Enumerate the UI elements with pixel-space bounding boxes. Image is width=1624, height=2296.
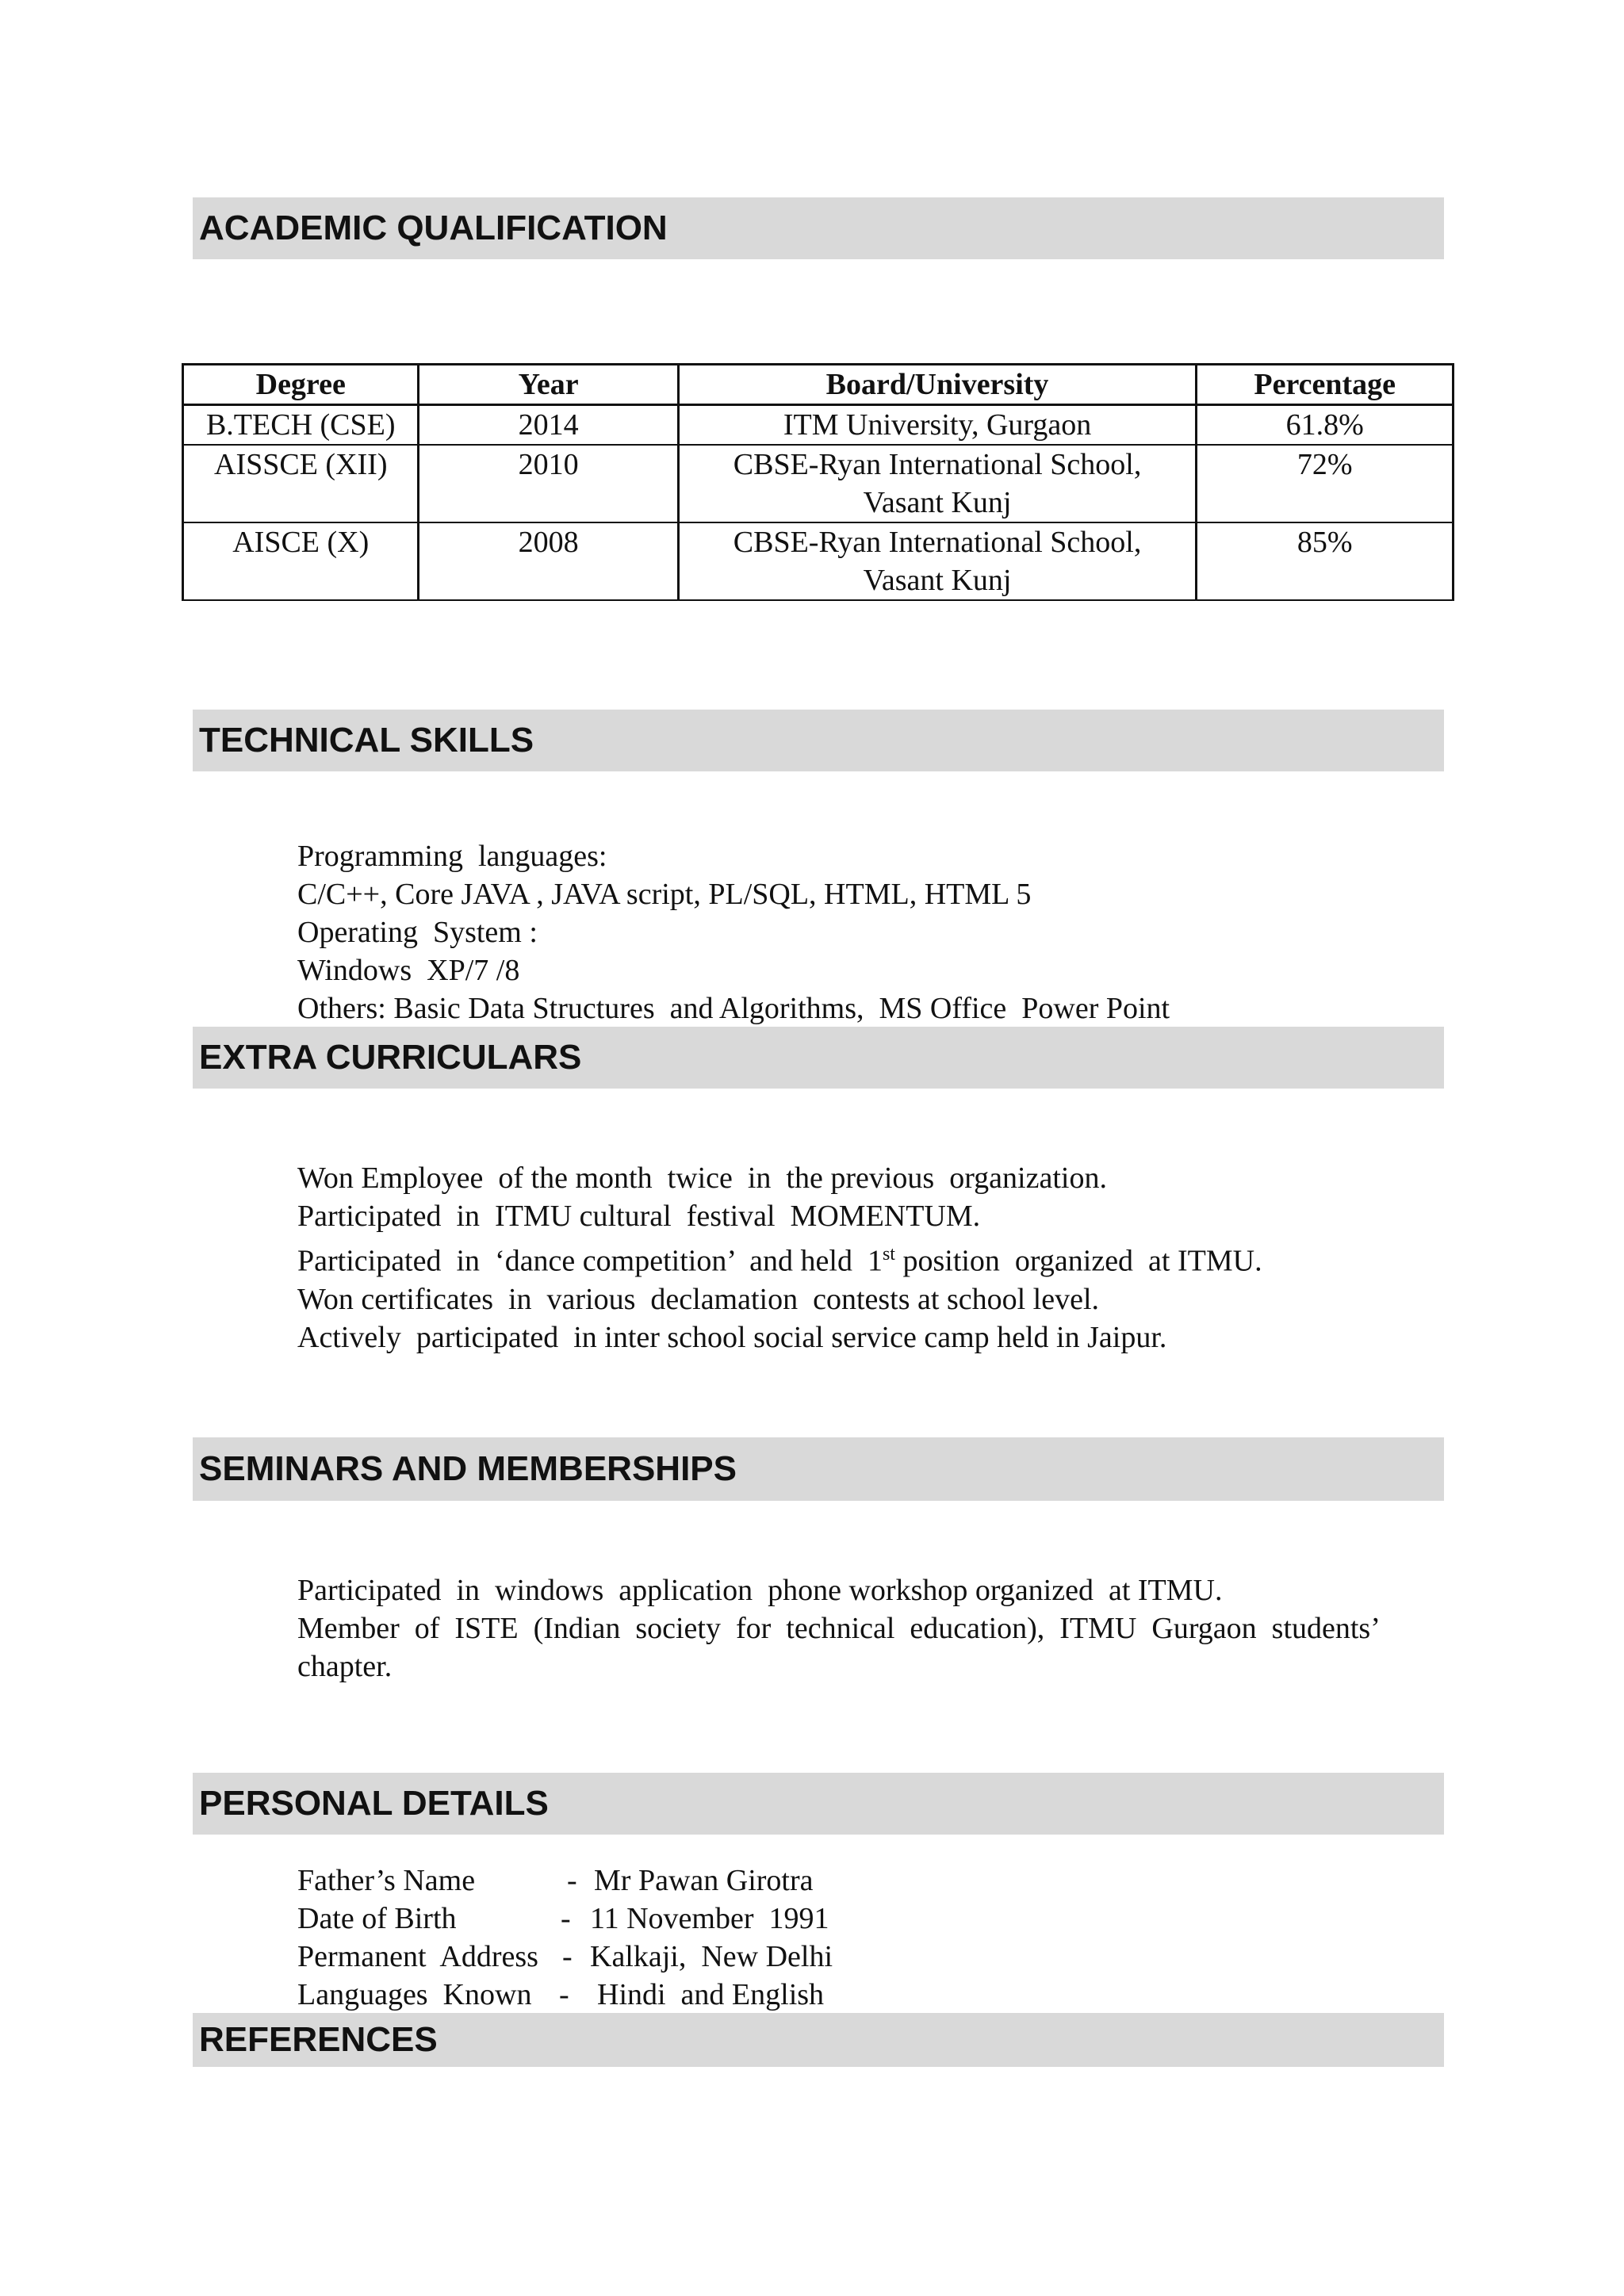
extra-curricular-item: Participated in ITMU cultural festival MOMENTUM. bbox=[297, 1200, 981, 1233]
detail-value: Kalkaji, New Delhi bbox=[590, 1940, 833, 1973]
technical-skills-list bbox=[297, 837, 1170, 1027]
board-cell bbox=[678, 405, 1197, 446]
detail-separator: - bbox=[561, 1902, 571, 1935]
table-row bbox=[183, 522, 1454, 600]
detail-value: 11 November 1991 bbox=[590, 1902, 829, 1935]
extra-curricular-item bbox=[297, 1235, 1262, 1280]
section-heading-technical-skills: TECHNICAL SKILLS bbox=[193, 710, 1444, 771]
year-cell: 2014 bbox=[419, 405, 678, 446]
skills-line: Others: Basic Data Structures and Algorithms, MS Office Power Point bbox=[297, 992, 1170, 1025]
board-line: Vasant Kunj bbox=[863, 486, 1012, 519]
seminar-item: Member of ISTE (Indian society for technical education), ITMU Gurgaon students’ bbox=[297, 1612, 1381, 1645]
skills-line: C/C++, Core JAVA , JAVA script, PL/SQL, HTML, HTML 5 bbox=[297, 878, 1032, 911]
percentage-cell: 72% bbox=[1197, 445, 1454, 522]
seminar-item: chapter. bbox=[297, 1650, 393, 1683]
section-heading-extra-curriculars: EXTRA CURRICULARS bbox=[193, 1027, 1444, 1089]
percentage-cell: 85% bbox=[1197, 522, 1454, 600]
personal-detail-row bbox=[297, 1862, 833, 1900]
extra-curriculars-list bbox=[297, 1159, 1262, 1357]
detail-separator: - bbox=[559, 1978, 569, 2011]
ordinal-suffix: st bbox=[882, 1244, 895, 1265]
detail-value: Mr Pawan Girotra bbox=[594, 1864, 814, 1897]
extra-curricular-item: Actively participated in inter school social service camp held in Jaipur. bbox=[297, 1320, 1167, 1354]
detail-label: Permanent Address bbox=[297, 1940, 538, 1973]
personal-detail-row bbox=[297, 1976, 833, 2014]
table-header-row bbox=[183, 365, 1454, 405]
personal-detail-row bbox=[297, 1900, 833, 1938]
detail-separator: - bbox=[567, 1864, 577, 1897]
column-header-board-university: Board/University bbox=[678, 365, 1197, 405]
detail-label: Date of Birth bbox=[297, 1902, 457, 1935]
section-heading-personal-details: PERSONAL DETAILS bbox=[193, 1773, 1444, 1835]
skills-line: Operating System : bbox=[297, 916, 538, 949]
section-heading-seminars-memberships: SEMINARS AND MEMBERSHIPS bbox=[193, 1437, 1444, 1501]
detail-separator: - bbox=[562, 1940, 573, 1973]
personal-detail-row bbox=[297, 1938, 833, 1976]
detail-label: Father’s Name bbox=[297, 1864, 476, 1897]
extra-curricular-item: Won certificates in various declamation contests at school level. bbox=[297, 1282, 1100, 1316]
extra-curricular-item: Won Employee of the month twice in the previous organization. bbox=[297, 1161, 1107, 1195]
board-cell bbox=[678, 445, 1197, 522]
table-row bbox=[183, 405, 1454, 446]
degree-cell: AISSCE (XII) bbox=[183, 445, 419, 522]
column-header-percentage: Percentage bbox=[1197, 365, 1454, 405]
degree-cell: B.TECH (CSE) bbox=[183, 405, 419, 446]
year-cell: 2010 bbox=[419, 445, 678, 522]
year-cell: 2008 bbox=[419, 522, 678, 600]
board-line: CBSE-Ryan International School, bbox=[733, 526, 1142, 559]
education-table bbox=[182, 363, 1454, 601]
section-heading-academic-qualification: ACADEMIC QUALIFICATION bbox=[193, 197, 1444, 259]
seminar-item: Participated in windows application phone workshop organized at ITMU. bbox=[297, 1574, 1223, 1607]
column-header-degree: Degree bbox=[183, 365, 419, 405]
item-text: Participated in ‘dance competition’ and held 1 bbox=[297, 1244, 883, 1278]
board-cell bbox=[678, 522, 1197, 600]
board-line: Vasant Kunj bbox=[863, 564, 1012, 597]
skills-line: Windows XP/7 /8 bbox=[297, 954, 520, 987]
seminars-list bbox=[297, 1571, 1444, 1686]
board-line: ITM University, Gurgaon bbox=[783, 408, 1092, 442]
table-row bbox=[183, 445, 1454, 522]
percentage-cell: 61.8% bbox=[1197, 405, 1454, 446]
degree-cell: AISCE (X) bbox=[183, 522, 419, 600]
column-header-year: Year bbox=[419, 365, 678, 405]
personal-details-list bbox=[297, 1862, 833, 2014]
board-line: CBSE-Ryan International School, bbox=[733, 448, 1142, 481]
section-heading-references: REFERENCES bbox=[193, 2013, 1444, 2067]
detail-label: Languages Known bbox=[297, 1978, 532, 2011]
item-text: position organized at ITMU. bbox=[894, 1244, 1262, 1278]
detail-value: Hindi and English bbox=[597, 1978, 825, 2011]
skills-line: Programming languages: bbox=[297, 840, 607, 873]
